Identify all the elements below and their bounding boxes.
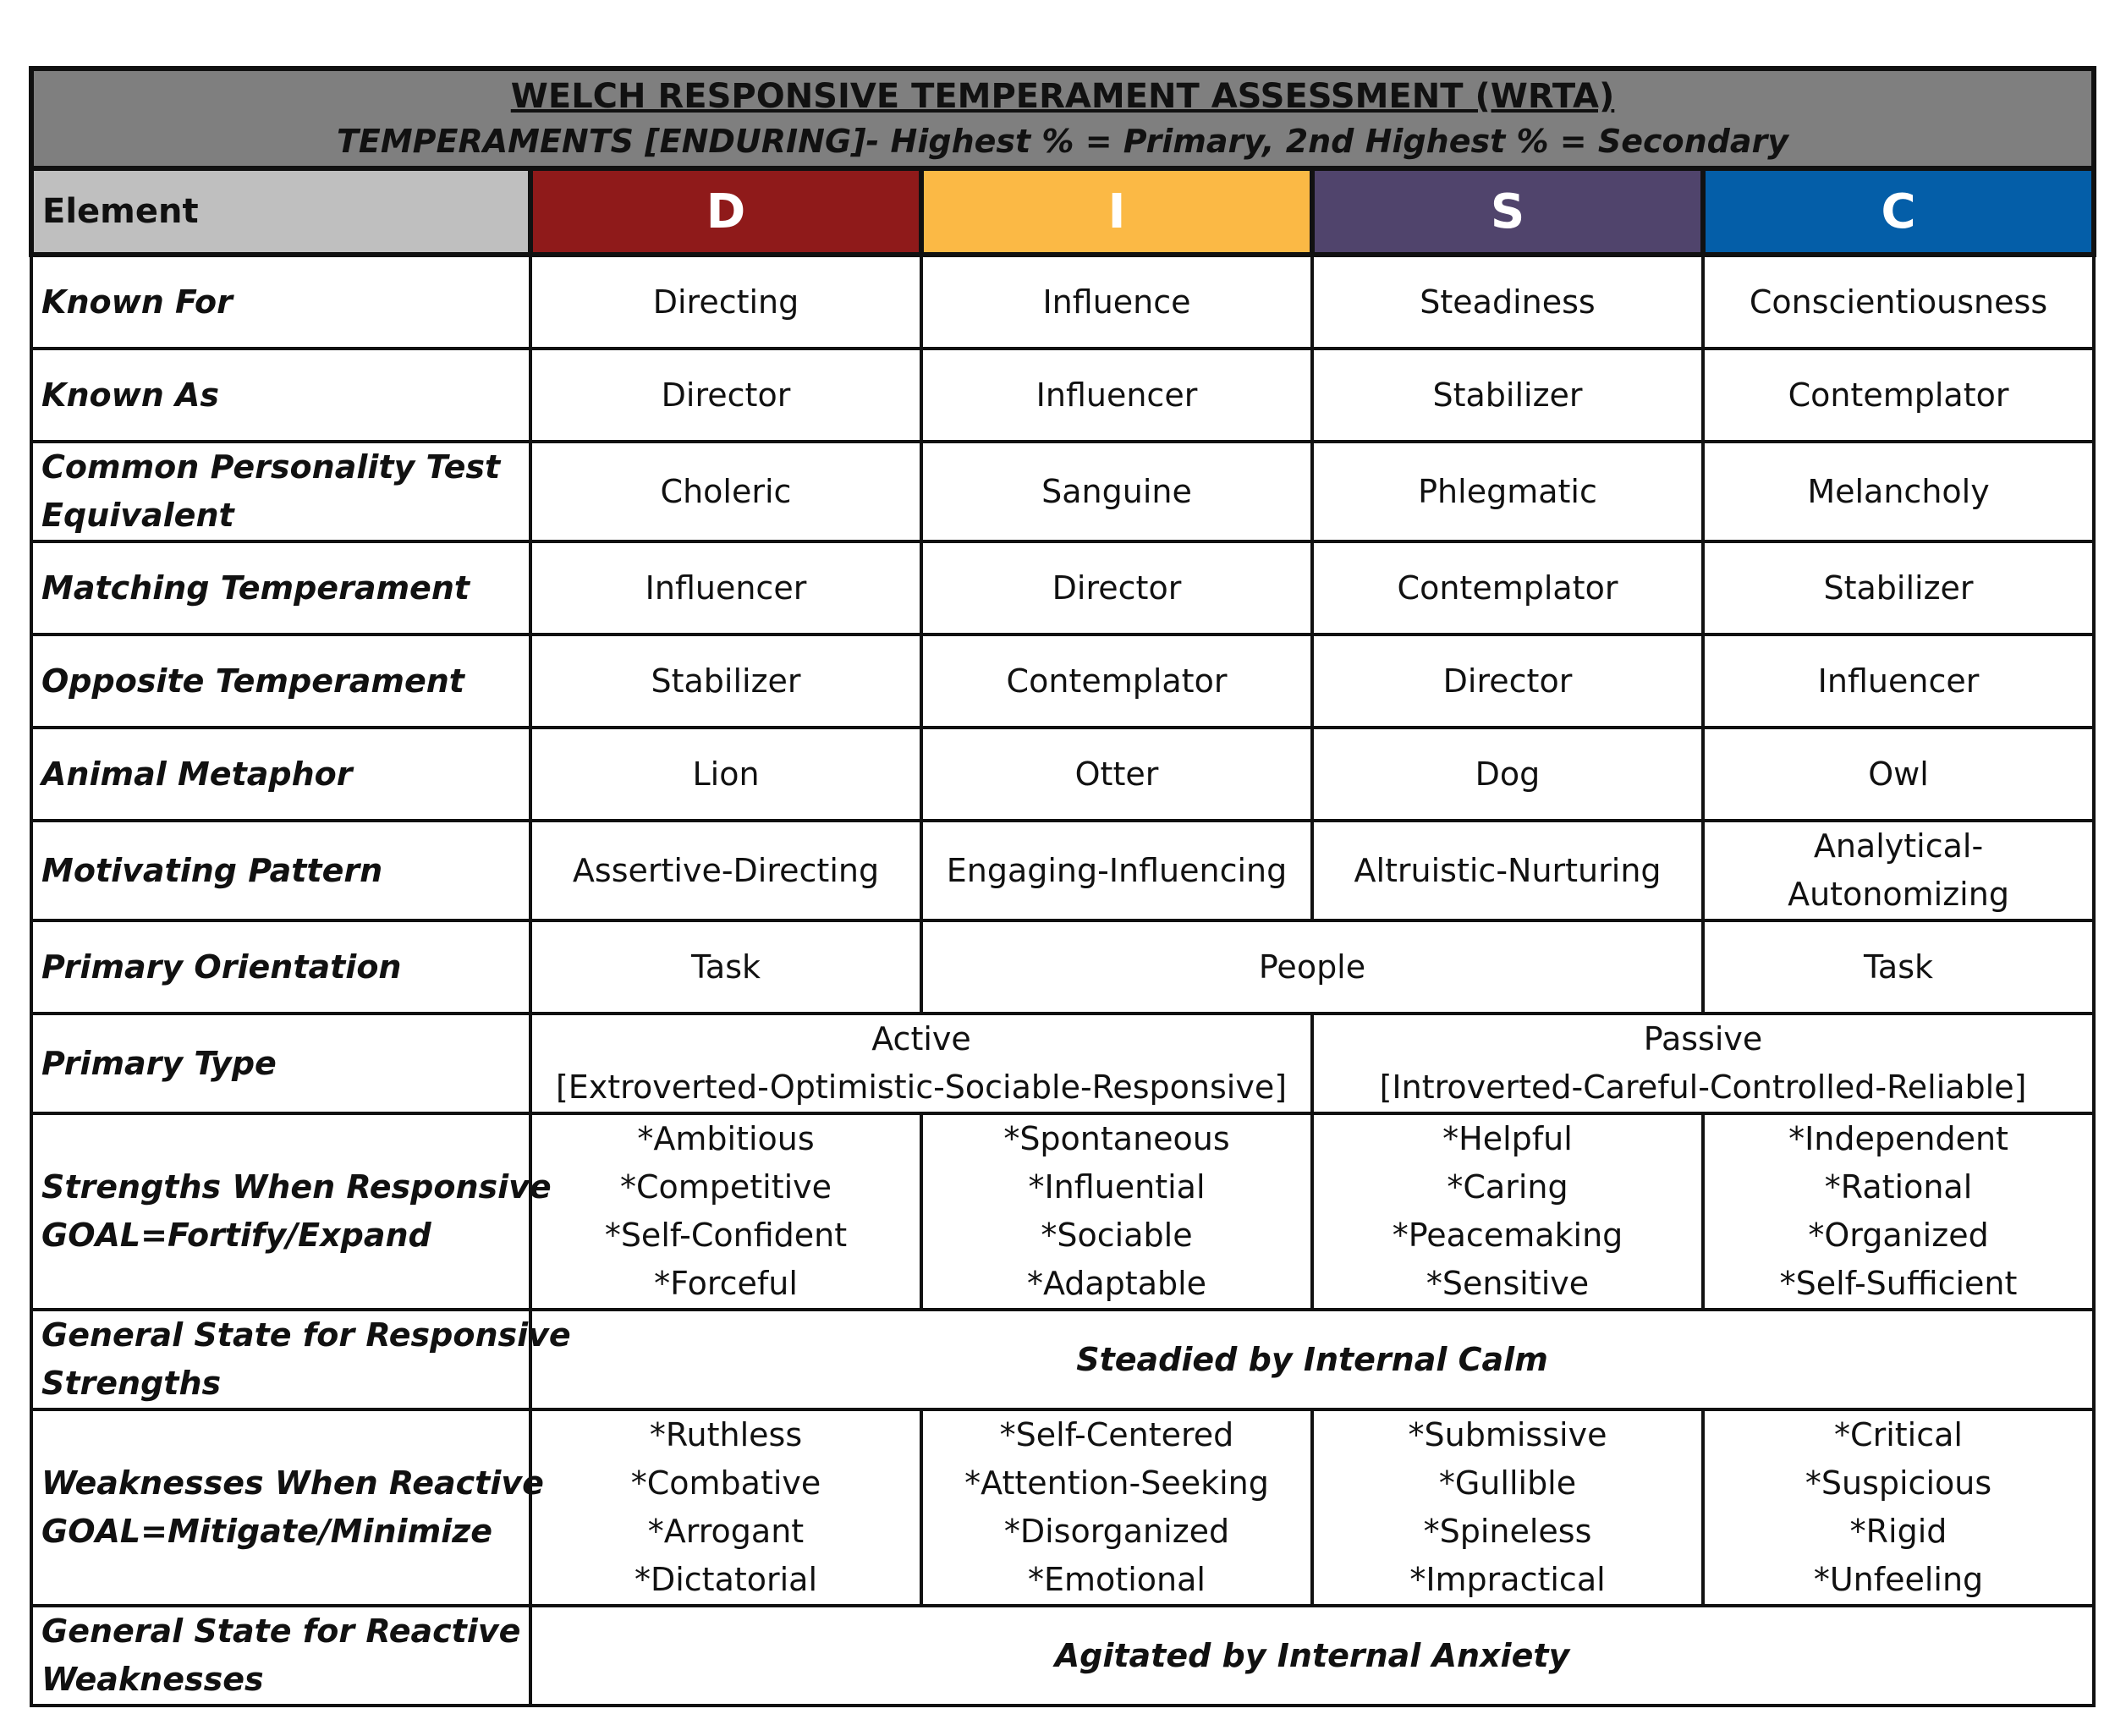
trait: *Rational	[1824, 1168, 1973, 1206]
cell-d: Choleric	[530, 442, 921, 541]
cell-s: Contemplator	[1312, 541, 1703, 635]
row-label	[31, 1409, 544, 1606]
table-subtitle: TEMPERAMENTS [ENDURING]- Highest % = Primary, 2nd Highest % = Secondary	[336, 123, 1789, 160]
cell-passive	[1312, 1014, 2094, 1113]
trait: *Rigid	[1849, 1513, 1947, 1550]
cell-i: Director	[921, 541, 1312, 635]
row-weaknesses	[31, 1409, 2094, 1606]
cell-d	[530, 1113, 921, 1310]
state-responsive-value: Steadied by Internal Calm	[530, 1310, 2094, 1409]
cell-d: Directing	[530, 255, 921, 349]
cell-c: Melancholy	[1703, 442, 2094, 541]
trait: *Peacemaking	[1392, 1217, 1623, 1254]
row-primary-orientation	[31, 920, 2094, 1014]
trait: *Unfeeling	[1813, 1561, 1984, 1598]
row-state-reactive	[31, 1606, 2094, 1706]
trait: *Attention-Seeking	[964, 1464, 1269, 1502]
cell-c: Stabilizer	[1703, 541, 2094, 635]
row-label-line: Weaknesses	[41, 1661, 264, 1698]
cell-c: Contemplator	[1703, 349, 2094, 442]
row-label-line: Strengths	[41, 1365, 222, 1402]
row-matching-temperament	[31, 541, 2094, 635]
cell-c: Owl	[1703, 728, 2094, 821]
wrta-table	[29, 66, 2091, 1708]
trait: *Spontaneous	[1003, 1120, 1230, 1157]
trait: *Combative	[630, 1464, 821, 1502]
trait: *Emotional	[1028, 1561, 1206, 1598]
row-label-line: GOAL=Mitigate/Minimize	[41, 1513, 493, 1550]
cell-c: Conscientiousness	[1703, 255, 2094, 349]
row-label: Known As	[31, 349, 530, 442]
trait: *Suspicious	[1805, 1464, 1992, 1502]
type-name: Passive	[1643, 1020, 1763, 1058]
trait: *Dictatorial	[634, 1561, 818, 1598]
row-personality-test	[31, 442, 2094, 541]
row-label: Primary Type	[31, 1014, 530, 1113]
trait: *Caring	[1447, 1168, 1568, 1206]
cell-active	[530, 1014, 1312, 1113]
cell-i: Otter	[921, 728, 1312, 821]
type-name: Active	[871, 1020, 971, 1058]
trait: *Gullible	[1438, 1464, 1577, 1502]
trait: *Sensitive	[1426, 1265, 1590, 1302]
cell-d: Lion	[530, 728, 921, 821]
cell-i: Sanguine	[921, 442, 1312, 541]
cell-i	[921, 1409, 1312, 1606]
cell-s: Dog	[1312, 728, 1703, 821]
row-label	[31, 1310, 571, 1409]
row-label	[31, 442, 530, 541]
cell-i: Engaging-Influencing	[921, 821, 1312, 920]
trait: *Sociable	[1041, 1217, 1193, 1254]
row-label-line: Equivalent	[41, 497, 234, 534]
row-label: Animal Metaphor	[31, 728, 530, 821]
element-header: Element	[31, 168, 530, 255]
row-label: Primary Orientation	[31, 920, 530, 1014]
row-known-as	[31, 349, 2094, 442]
trait: *Competitive	[619, 1168, 832, 1206]
cell-s: Altruistic-Nurturing	[1312, 821, 1703, 920]
trait: *Submissive	[1408, 1416, 1607, 1453]
cell-d: Task	[530, 920, 921, 1014]
cell-d: Influencer	[530, 541, 921, 635]
table-title: WELCH RESPONSIVE TEMPERAMENT ASSESSMENT (WRTA)	[510, 77, 1615, 116]
trait: *Influential	[1028, 1168, 1206, 1206]
row-primary-type	[31, 1014, 2094, 1113]
column-header-i: I	[921, 168, 1312, 255]
cell-d	[530, 1409, 921, 1606]
row-label-line: Strengths When Responsive	[41, 1168, 552, 1206]
cell-d: Assertive-Directing	[530, 821, 921, 920]
cell-i: Influence	[921, 255, 1312, 349]
column-header-c: C	[1703, 168, 2094, 255]
trait: *Self-Centered	[999, 1416, 1234, 1453]
cell-s: Stabilizer	[1312, 349, 1703, 442]
row-motivating-pattern	[31, 821, 2094, 920]
row-label: Matching Temperament	[31, 541, 530, 635]
trait: *Forceful	[654, 1265, 798, 1302]
trait: *Ambitious	[637, 1120, 815, 1157]
cell-i: Contemplator	[921, 635, 1312, 728]
row-known-for	[31, 255, 2094, 349]
cell-c	[1703, 1409, 2094, 1606]
cell-s: Steadiness	[1312, 255, 1703, 349]
cell-s	[1312, 1409, 1703, 1606]
cell-c: Influencer	[1703, 635, 2094, 728]
state-reactive-value: Agitated by Internal Anxiety	[530, 1606, 2094, 1706]
row-label-line: GOAL=Fortify/Expand	[41, 1217, 431, 1254]
row-strengths	[31, 1113, 2094, 1310]
type-detail: [Introverted-Careful-Controlled-Reliable]	[1379, 1069, 2027, 1106]
column-header-d: D	[530, 168, 921, 255]
cell-i	[921, 1113, 1312, 1310]
cell-s: Director	[1312, 635, 1703, 728]
temperament-grid	[29, 66, 2096, 1707]
row-label-line: Weaknesses When Reactive	[41, 1464, 544, 1502]
row-label	[31, 1606, 530, 1706]
cell-s	[1312, 1113, 1703, 1310]
trait: *Spineless	[1423, 1513, 1592, 1550]
column-header-s: S	[1312, 168, 1703, 255]
cell-i: Influencer	[921, 349, 1312, 442]
row-label: Opposite Temperament	[31, 635, 530, 728]
type-detail: [Extroverted-Optimistic-Sociable-Responsive]	[555, 1069, 1288, 1106]
row-label-line: Common Personality Test	[41, 448, 501, 486]
trait: *Self-Confident	[604, 1217, 848, 1254]
cell-d: Director	[530, 349, 921, 442]
trait: *Organized	[1808, 1217, 1989, 1254]
row-label-line: General State for Reactive	[41, 1612, 521, 1650]
row-label: Motivating Pattern	[31, 821, 530, 920]
trait: *Self-Sufficient	[1779, 1265, 2018, 1302]
row-label-line: General State for Responsive	[41, 1316, 571, 1354]
row-animal-metaphor	[31, 728, 2094, 821]
trait: *Impractical	[1409, 1561, 1606, 1598]
cell-c: Task	[1703, 920, 2094, 1014]
trait: *Ruthless	[649, 1416, 803, 1453]
cell-is: People	[921, 920, 1703, 1014]
cell-s: Phlegmatic	[1312, 442, 1703, 541]
cell-c	[1703, 1113, 2094, 1310]
row-state-responsive	[31, 1310, 2094, 1409]
row-opposite-temperament	[31, 635, 2094, 728]
row-label	[31, 1113, 552, 1310]
cell-d: Stabilizer	[530, 635, 921, 728]
title-banner	[31, 69, 2094, 168]
trait: *Independent	[1788, 1120, 2008, 1157]
row-label: Known For	[31, 255, 530, 349]
trait: *Critical	[1834, 1416, 1963, 1453]
cell-c: Analytical-Autonomizing	[1703, 821, 2094, 920]
trait: *Helpful	[1442, 1120, 1573, 1157]
trait: *Arrogant	[647, 1513, 805, 1550]
trait: *Disorganized	[1003, 1513, 1230, 1550]
header-row	[31, 168, 2094, 255]
trait: *Adaptable	[1026, 1265, 1207, 1302]
